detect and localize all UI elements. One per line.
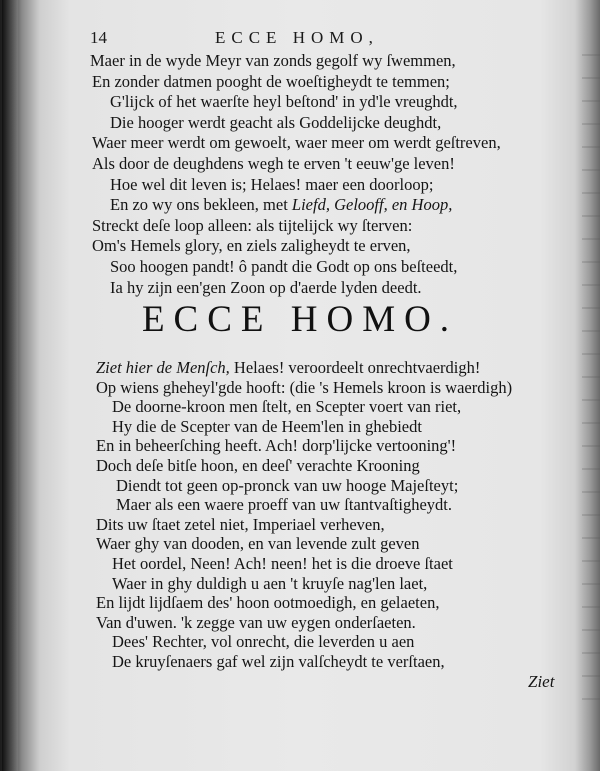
verse-line: Streckt deſe loop alleen: als tijtelijck wy ſterven:: [92, 215, 413, 235]
page-header: [90, 28, 550, 52]
verse-emphasis: Liefd, Gelooff, en Hoop,: [291, 195, 453, 215]
verse-line: De doorne-kroon men ſtelt, en Scepter voert van riet,: [112, 397, 462, 417]
verse-line: Doch deſe bitſe hoon, en deeſ' verachte Krooning: [96, 456, 420, 475]
catchword: Ziet: [528, 672, 555, 691]
verse-line: Om's Hemels glory, en ziels zaligheydt te erven,: [92, 236, 411, 256]
verse-text: Helaes! veroordeelt onrechtvaerdigh!: [229, 358, 481, 377]
verse-line: Als door de deughdens wegh te erven 't eeuw'ge leven!: [92, 154, 455, 173]
section-title: ECCE HOMO.: [141, 299, 459, 340]
verse-line: De kruyſenaers gaf wel zijn valſcheydt te verſtaen,: [112, 652, 445, 671]
verse-line: Waer in ghy duldigh u aen 't kruyſe nag'len laet,: [112, 573, 428, 593]
verse-line: Diendt tot geen op-pronck van uw hooge Majeſteyt;: [116, 475, 459, 495]
page-number: 14: [90, 28, 107, 47]
verse-emphasis: Ziet hier de Menſch,: [96, 358, 230, 377]
verse-line: Op wiens gheheyl'gde hooft: (die 's Hemels kroon is waerdigh): [96, 377, 513, 397]
verse-line: Waer ghy van dooden, en van levende zult geven: [96, 534, 420, 554]
verse-line: Maer in de wyde Meyr van zonds gegolf wy ſwemmen,: [90, 51, 456, 70]
verse-line: Hy die de Scepter van de Heem'len in ghebiedt: [112, 416, 422, 436]
book-gutter: [2, 0, 18, 771]
verse-line: G'lijck of het waerſte heyl beſtond' in yd'le vreughdt,: [110, 92, 458, 112]
verse-text: En zo wy ons bekleen, met: [110, 195, 292, 215]
verse-line: Hoe wel dit leven is; Helaes! maer een doorloop;: [110, 174, 434, 194]
verse-line: En lijdt lijdſaem des' hoon ootmoedigh, en gelaeten,: [96, 593, 440, 613]
verse-line: Ia hy zijn een'gen Zoon op d'aerde lyden deedt.: [110, 277, 422, 297]
verse-line: Van d'uwen. 'k zegge van uw eygen onderſaeten.: [96, 612, 416, 632]
verse-line: Het oordel, Neen! Ach! neen! het is die droeve ſtaet: [112, 554, 453, 573]
verse-line: Waer meer werdt om gewoelt, waer meer om werdt geſtreven,: [92, 133, 501, 153]
verse-line: [110, 194, 452, 216]
verse-line: Die hooger werdt geacht als Goddelijcke deughdt,: [110, 112, 442, 132]
facing-page-bleed: [582, 40, 600, 720]
verse-line: Dits uw ſtaet zetel niet, Imperiael verheven,: [96, 514, 385, 534]
verse-line: Soo hoogen pandt! ô pandt die Godt op ons beſteedt,: [110, 257, 458, 276]
running-head: ECCE HOMO,: [215, 28, 379, 47]
verse-line: Dees' Rechter, vol onrecht, die leverden u aen: [112, 632, 415, 652]
verse-line: Maer als een waere proeff van uw ſtantvaſtigheydt.: [116, 495, 452, 515]
verse-line: En in beheerſching heeft. Ach! dorp'lijcke vertooning'!: [96, 436, 457, 456]
verse-line: En zonder datmen pooght de woeſtigheydt te temmen;: [92, 71, 450, 91]
